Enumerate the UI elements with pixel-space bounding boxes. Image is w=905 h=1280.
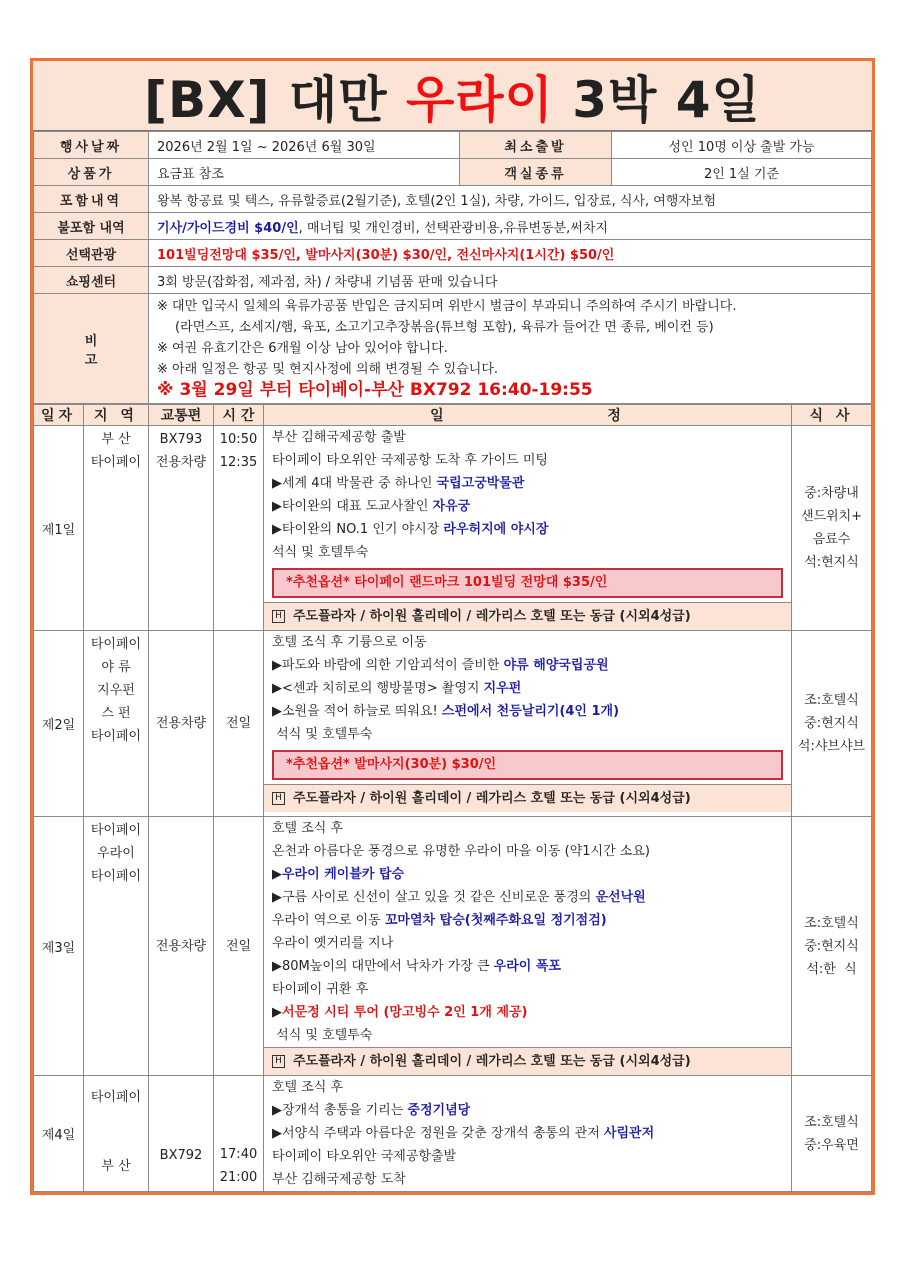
day-places: 타이페이 우라이 타이페이 [84, 817, 149, 1076]
day-label: 제4일 [34, 1076, 84, 1192]
day-time [214, 426, 264, 631]
itinerary-line: 타이페이 귀환 후 [272, 982, 369, 997]
included: 왕복 항공료 및 텍스, 유류할증료(2월기준), 호텔(2인 1실), 차량, 가이드, 입장료, 식사, 여행자보험 [149, 186, 872, 213]
day-row [34, 631, 872, 817]
header-itinerary: 일 정 [264, 405, 792, 426]
day-itinerary [264, 1076, 792, 1192]
price-label: 상품가 [34, 159, 149, 186]
min-departure: 성인 10명 이상 출발 가능 [612, 132, 872, 159]
remark-line: ※ 아래 일정은 항공 및 현지사정에 의해 변경될 수 있습니다. [157, 362, 499, 377]
day-itinerary [264, 631, 792, 817]
hotel-icon: H [272, 792, 285, 805]
itinerary-line: 타이페이 타오위안 국제공항출발 [272, 1149, 457, 1164]
included-label: 포함내역 [34, 186, 149, 213]
remarks [149, 294, 872, 404]
travel-period: 2026년 2월 1일 ~ 2026년 6월 30일 [149, 132, 460, 159]
itinerary-line: ▶<센과 치히로의 행방불명> 촬영지 지우펀 [272, 681, 522, 696]
hotel-line: H 주도플라자 / 하이원 홀리데이 / 레가리스 호텔 또는 동급 (시외4성급) [264, 784, 791, 812]
remark-line: (라면스프, 소세지/햄, 육포, 소고기고추장볶음(튜브형 포함), 육류가 들어간 면 종류, 베이컨 등) [175, 320, 714, 335]
day-row [34, 1076, 872, 1192]
recommended-option: *추천옵션* 타이페이 랜드마크 101빌딩 전망대 $35/인 [272, 568, 783, 598]
day-time: 17:40 21:00 [214, 1076, 264, 1192]
itinerary-line: 호텔 조식 후 [272, 1080, 344, 1095]
day-places: 타이페이 부 산 [84, 1076, 149, 1192]
excluded-label: 불포함 내역 [34, 213, 149, 240]
remark-line: ※ 대만 입국시 일체의 육류가공품 반입은 금지되며 위반시 벌금이 부과되니 주의하여 주시기 바랍니다. [157, 299, 737, 314]
itinerary-line: 석식 및 호텔투숙 [272, 727, 373, 742]
header-transport: 교통편 [149, 405, 214, 426]
itinerary-line: 호텔 조식 후 [272, 821, 344, 836]
itinerary-line: 타이페이 타오위안 국제공항 도착 후 가이드 미팅 [272, 453, 548, 468]
day-meals: 중:차량내 샌드위치+ 음료수 석:현지식 [792, 426, 872, 631]
room-label: 객실종류 [460, 159, 612, 186]
shopping-label: 쇼핑센터 [34, 267, 149, 294]
min-departure-label: 최소출발 [460, 132, 612, 159]
place: 타이페이 [90, 455, 142, 470]
optional-tours: 101빌딩전망대 $35/인, 발마사지(30분) $30/인, 전신마사지(1시간) $50/인 [149, 240, 872, 267]
itinerary-line: 호텔 조식 후 기륭으로 이동 [272, 635, 427, 650]
itinerary-line: ▶80M높이의 대만에서 낙차가 가장 큰 우라이 폭포 [272, 959, 561, 974]
day-itinerary [264, 817, 792, 1076]
itinerary-line: 부산 김해국제공항 출발 [272, 430, 406, 445]
travel-period-label: 행사날짜 [34, 132, 149, 159]
info-table [33, 131, 872, 404]
remarks-label: 비 고 [34, 294, 149, 404]
itinerary-line: ▶타이완의 대표 도교사찰인 자유궁 [272, 499, 471, 514]
day-time: 전일 [214, 631, 264, 817]
day-transport: BX792 [149, 1076, 214, 1192]
hotel-icon: H [272, 1055, 285, 1068]
itinerary-line: 우라이 역으로 이동 꼬마열차 탑승(첫째주화요일 정기점검) [272, 913, 607, 928]
day-places: 타이페이 야 류 지우펀 스 펀 타이페이 [84, 631, 149, 817]
itinerary-line: ▶장개석 총통을 기리는 중정기념당 [272, 1103, 471, 1118]
itinerary-line: 석식 및 호텔투숙 [272, 545, 369, 560]
header-time: 시 간 [214, 405, 264, 426]
itinerary-line: ▶소원을 적어 하늘로 띄워요! 스펀에서 천등날리기(4인 1개) [272, 704, 620, 719]
itinerary-line: ▶세계 4대 박물관 중 하나인 국립고궁박물관 [272, 476, 525, 491]
itinerary-line: 부산 김해국제공항 도착 [272, 1172, 406, 1187]
transport: 전용차량 [155, 455, 207, 470]
day-itinerary [264, 426, 792, 631]
excluded [149, 213, 872, 240]
header-region: 지 역 [84, 405, 149, 426]
time: 12:35 [219, 455, 258, 470]
title-highlight: 우라이 [405, 70, 554, 129]
day-meals: 조:호텔식 중:현지식 석:한 식 [792, 817, 872, 1076]
transport: BX793 [159, 432, 203, 447]
itinerary-line: ▶우라이 케이블카 탑승 [272, 867, 405, 882]
recommended-option: *추천옵션* 발마사지(30분) $30/인 [272, 750, 783, 780]
day-transport: 전용차량 [149, 817, 214, 1076]
time: 10:50 [219, 432, 258, 447]
itinerary-line: ▶서문정 시티 투어 (망고빙수 2인 1개 제공) [272, 1005, 528, 1020]
title-prefix: [BX] 대만 [144, 70, 388, 129]
header-day: 일자 [34, 405, 84, 426]
room: 2인 1실 기준 [612, 159, 872, 186]
hotel-line: H 주도플라자 / 하이원 홀리데이 / 레가리스 호텔 또는 동급 (시외4성급) [264, 602, 791, 630]
itinerary-line: 우라이 옛거리를 지나 [272, 936, 394, 951]
day-label: 제2일 [34, 631, 84, 817]
itinerary-line: ▶파도와 바람에 의한 기암괴석이 즐비한 야류 해양국립공원 [272, 658, 609, 673]
shopping: 3회 방문(잡화점, 제과점, 차) / 차량내 기념품 판매 있습니다 [149, 267, 872, 294]
optional-label: 선택관광 [34, 240, 149, 267]
day-label: 제1일 [34, 426, 84, 631]
schedule-table [33, 404, 872, 1192]
page-title [33, 61, 872, 131]
header-meals: 식 사 [792, 405, 872, 426]
excluded-rest: , 매너팁 및 개인경비, 선택관광비용,유류변동분,써차지 [298, 220, 608, 236]
itinerary-line: ▶구름 사이로 신선이 살고 있을 것 같은 신비로운 풍경의 운선낙원 [272, 890, 646, 905]
itinerary-line: 온천과 아름다운 풍경으로 유명한 우라이 마을 이동 (약1시간 소요) [272, 844, 650, 859]
itinerary-line: ▶타이완의 NO.1 인기 야시장 라우허지에 야시장 [272, 522, 549, 537]
hotel-icon: H [272, 610, 285, 623]
day-transport [149, 426, 214, 631]
day-row [34, 817, 872, 1076]
hotel-line: H 주도플라자 / 하이원 홀리데이 / 레가리스 호텔 또는 동급 (시외4성급) [264, 1047, 791, 1075]
place: 부 산 [101, 432, 131, 447]
title-suffix: 3박 4일 [572, 70, 761, 129]
day-meals: 조:호텔식 중:현지식 석:샤브샤브 [792, 631, 872, 817]
day-transport: 전용차량 [149, 631, 214, 817]
price: 요금표 참조 [149, 159, 460, 186]
day-label: 제3일 [34, 817, 84, 1076]
excluded-highlight: 기사/가이드경비 $40/인 [157, 220, 299, 236]
itinerary-document [30, 58, 875, 1195]
itinerary-line: 석식 및 호텔투숙 [272, 1028, 373, 1043]
itinerary-line: ▶서양식 주택과 아름다운 정원을 갖춘 장개석 총통의 관저 사림관저 [272, 1126, 655, 1141]
day-places [84, 426, 149, 631]
day-time: 전일 [214, 817, 264, 1076]
remark-line: ※ 여권 유효기간은 6개월 이상 남아 있어야 합니다. [157, 341, 448, 356]
day-row [34, 426, 872, 631]
remark-notice: ※ 3월 29일 부터 타이베이-부산 BX792 16:40-19:55 [157, 380, 593, 400]
day-meals: 조:호텔식 중:우육면 [792, 1076, 872, 1192]
